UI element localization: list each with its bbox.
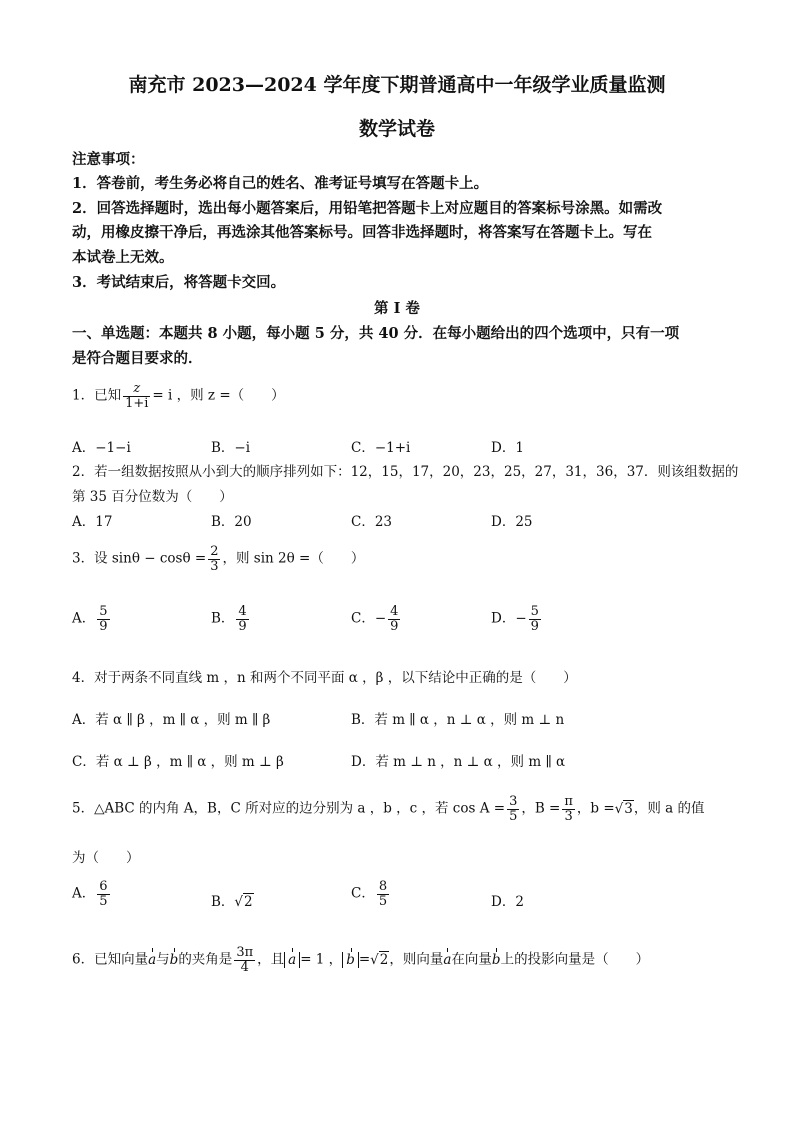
q2-option-b[interactable]: B．20	[211, 514, 252, 530]
q4-option-a[interactable]: A．若 α ∥ β ，m ∥ α ，则 m ∥ β	[72, 712, 271, 728]
q5-f2-num: π	[564, 794, 573, 809]
q5-option-c-label: C．	[351, 885, 375, 902]
q5-mid: ，B =	[521, 800, 561, 817]
q3-option-c[interactable]	[351, 605, 402, 633]
q5-option-c-num: 8	[378, 879, 388, 894]
q5-option-d-label: D．	[491, 894, 516, 910]
question-5-cont: 为（ ）	[72, 850, 140, 866]
q1-suffix: = i ，则 z =（ ）	[152, 387, 285, 404]
notice-item-3: 3．考试结束后，将答题卡交回。	[72, 274, 286, 291]
q5-fraction-b	[562, 795, 575, 823]
q3-option-a-num: 5	[99, 604, 108, 619]
q3-option-d-den: 9	[530, 618, 539, 634]
q5-option-c-fraction	[377, 880, 389, 908]
question-5	[72, 795, 705, 823]
q2-option-a[interactable]: A．17	[72, 514, 113, 530]
q3-option-a-den: 9	[99, 618, 108, 634]
q3-option-b-fraction	[236, 605, 248, 633]
q3-frac-den: 3	[210, 558, 219, 574]
q5-option-b-sqrt: √2	[234, 894, 253, 910]
q3-suffix: ，则 sin 2θ =（ ）	[222, 550, 365, 567]
q6-in: 在向量	[451, 951, 492, 968]
section-heading-cont: 是符合题目要求的．	[72, 350, 203, 367]
q1-option-d[interactable]: D．1	[491, 440, 524, 456]
question-1	[72, 382, 285, 410]
q5-option-a-label: A．	[72, 885, 96, 902]
q6-prefix: 6．已知向量	[72, 951, 149, 968]
q3-option-d[interactable]	[491, 605, 543, 633]
q5-option-b-value: 2	[244, 894, 253, 910]
q6-with: 与	[156, 951, 170, 968]
question-4: 4．对于两条不同直线 m ，n 和两个不同平面 α ，β ，以下结论中正确的是（ ）	[72, 670, 577, 686]
q5-b-part: ，b =	[576, 800, 615, 817]
q2-option-c[interactable]: C．23	[351, 514, 393, 530]
exam-subtitle: 数学试卷	[358, 118, 435, 140]
q6-norm-b-vector: b	[346, 951, 355, 968]
notice-item-2: 2．回答选择题时，选出每小题答案后，用铅笔把答题卡上对应题目的答案标号涂黑。如需改	[72, 200, 663, 217]
q3-option-b[interactable]	[211, 605, 251, 633]
q5-option-c-den: 5	[378, 893, 388, 909]
q1-prefix: 1．已知	[72, 387, 122, 404]
q6-norm-a-vector: a	[288, 951, 297, 968]
q3-option-c-sign: −	[374, 610, 387, 627]
q3-option-d-label: D．	[491, 610, 516, 627]
notice-item-2-cont: 动，用橡皮擦干净后，再选涂其他答案标号。回答非选择题时，将答案写在答题卡上。写在	[72, 224, 652, 241]
q5-f1-den: 5	[509, 808, 518, 824]
q5-option-d[interactable]	[491, 890, 524, 910]
q5-option-a[interactable]	[72, 880, 112, 908]
q1-option-c[interactable]: C．−1+i	[351, 440, 411, 456]
question-2-cont: 第 35 百分位数为（ ）	[72, 489, 233, 505]
q6-norm-b	[342, 952, 359, 968]
q3-option-c-label: C．	[351, 610, 375, 627]
q5-option-b[interactable]	[211, 890, 254, 910]
q3-option-b-num: 4	[238, 604, 247, 619]
q5-option-d-value: 2	[515, 894, 524, 910]
q3-option-c-den: 9	[390, 618, 399, 634]
q6-sqrt: √2	[370, 951, 389, 968]
q5-tail: ，则 a 的值	[633, 800, 705, 817]
q6-vector-a: a	[148, 951, 157, 968]
q3-option-d-fraction	[529, 605, 541, 633]
q5-sqrt-value: 3	[624, 800, 633, 817]
exam-title: 南充市 2023—2024 学年度下期普通高中一年级学业质量监测	[128, 74, 666, 96]
q2-option-d[interactable]: D．25	[491, 514, 533, 530]
q5-sqrt: √3	[614, 800, 633, 817]
q3-option-c-num: 4	[390, 604, 399, 619]
question-6	[72, 946, 649, 974]
q1-option-b[interactable]: B．−i	[211, 440, 251, 456]
q3-option-a-fraction	[97, 605, 109, 633]
notice-item-1: 1．答卷前，考生务必将自己的姓名、准考证号填写在答题卡上。	[72, 175, 489, 192]
q3-option-d-sign: −	[515, 610, 527, 627]
q6-cond1: ，且	[257, 951, 285, 968]
q3-option-d-num: 5	[530, 604, 539, 619]
q5-option-a-num: 6	[99, 879, 108, 894]
q6-vector-a-2: a	[443, 951, 452, 968]
q6-eq1: = 1 ，	[300, 951, 343, 968]
q4-option-d[interactable]: D．若 m ⊥ n ，n ⊥ α ，则 m ∥ α	[351, 754, 566, 770]
q3-fraction	[208, 545, 220, 573]
q6-frac-den: 4	[240, 959, 249, 975]
q6-sqrt-value: 2	[379, 951, 389, 968]
q6-fraction	[234, 946, 255, 974]
q5-option-c[interactable]	[351, 880, 391, 908]
q5-option-a-den: 5	[99, 893, 108, 909]
q3-option-b-label: B．	[211, 610, 235, 627]
q1-option-a[interactable]: A．−1−i	[72, 440, 131, 456]
q5-option-b-label: B．	[211, 894, 235, 910]
q6-frac-num: 3π	[236, 945, 254, 960]
q3-option-b-den: 9	[238, 618, 247, 634]
q6-vector-b: b	[169, 951, 179, 968]
volume-label: 第 I 卷	[374, 300, 420, 317]
q6-angle-text: 的夹角是	[178, 951, 233, 968]
notice-item-2-end: 本试卷上无效。	[72, 249, 174, 266]
q4-option-b[interactable]: B．若 m ∥ α ，n ⊥ α ，则 m ⊥ n	[351, 712, 565, 728]
q3-option-a[interactable]	[72, 605, 112, 633]
q6-end: 上的投影向量是（ ）	[500, 951, 650, 968]
q1-frac-den: 1+i	[125, 395, 149, 411]
notice-heading: 注意事项：	[72, 151, 145, 168]
q5-fraction-cos	[507, 795, 519, 823]
q6-eq2: =	[358, 951, 371, 968]
q3-frac-num: 2	[210, 544, 219, 559]
question-3	[72, 545, 364, 573]
q6-vector-b-2: b	[491, 951, 501, 968]
q3-prefix: 3．设 sinθ − cosθ =	[72, 550, 207, 567]
section-heading: 一、单选题：本题共 8 小题，每小题 5 分，共 40 分．在每小题给出的四个选项中，只有一项	[72, 325, 680, 342]
q3-option-a-label: A．	[72, 610, 96, 627]
q6-norm-a	[284, 952, 300, 968]
q4-option-c[interactable]: C．若 α ⊥ β ，m ∥ α ，则 m ⊥ β	[72, 754, 284, 770]
q5-f1-num: 3	[509, 794, 518, 809]
q6-tail: ，则向量	[389, 951, 444, 968]
question-2: 2．若一组数据按照从小到大的顺序排列如下：12，15，17，20，23，25，27，31，36，37．则该组数据的	[72, 464, 739, 480]
q5-f2-den: 3	[564, 808, 573, 824]
q3-option-c-fraction	[388, 605, 400, 633]
q1-fraction	[123, 382, 150, 410]
q5-prefix: 5．△ABC 的内角 A，B，C 所对应的边分别为 a ，b ，c ，若 cos A =	[72, 800, 506, 817]
q1-frac-num: z	[123, 382, 150, 397]
q5-option-a-fraction	[97, 880, 109, 908]
